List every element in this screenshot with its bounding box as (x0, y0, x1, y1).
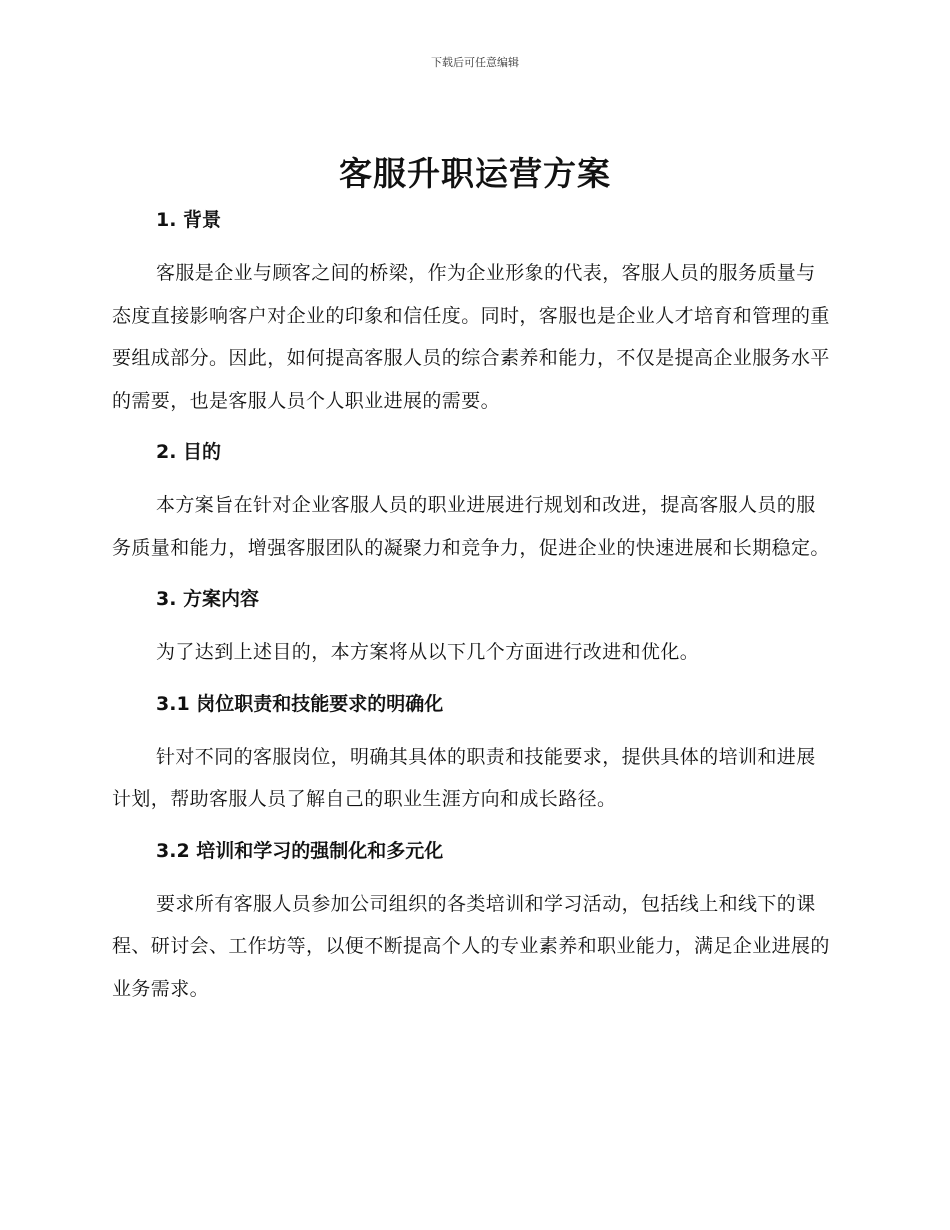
section-paragraph-plan-content: 为了达到上述目的，本方案将从以下几个方面进行改进和优化。 (156, 641, 700, 663)
section-heading-training: 3.2 培训和学习的强制化和多元化 (156, 839, 444, 862)
header-note: 下载后可任意编辑 (431, 56, 519, 69)
document-body (112, 200, 832, 1020)
document-title: 客服升职运营方案 (339, 154, 611, 193)
section-paragraph-training: 要求所有客服人员参加公司组织的各类培训和学习活动，包括线上和线下的课程、研讨会、工作坊等，以便不断提高个人的专业素养和职业能力，满足企业进展的业务需求。 (112, 892, 830, 1000)
section-heading-background: 1. 背景 (156, 209, 222, 231)
section-paragraph-purpose: 本方案旨在针对企业客服人员的职业进展进行规划和改进，提高客服人员的服务质量和能力，增强客服团队的凝聚力和竞争力，促进企业的快速进展和长期稳定。 (112, 494, 830, 559)
section-heading-duties-skills: 3.1 岗位职责和技能要求的明确化 (156, 692, 444, 715)
section-heading-purpose: 2. 目的 (156, 441, 222, 463)
section-paragraph-background: 客服是企业与顾客之间的桥梁，作为企业形象的代表，客服人员的服务质量与态度直接影响客户对企业的印象和信任度。同时，客服也是企业人才培育和管理的重要组成部分。因此，如何提高客服人员的综合素养和能力，不仅是提高企业服务水平的需要，也是客服人员个人职业进展的需要。 (112, 262, 830, 412)
section-paragraph-duties-skills: 针对不同的客服岗位，明确其具体的职责和技能要求，提供具体的培训和进展计划，帮助客服人员了解自己的职业生涯方向和成长路径。 (112, 745, 816, 810)
section-heading-plan-content: 3. 方案内容 (156, 588, 260, 610)
